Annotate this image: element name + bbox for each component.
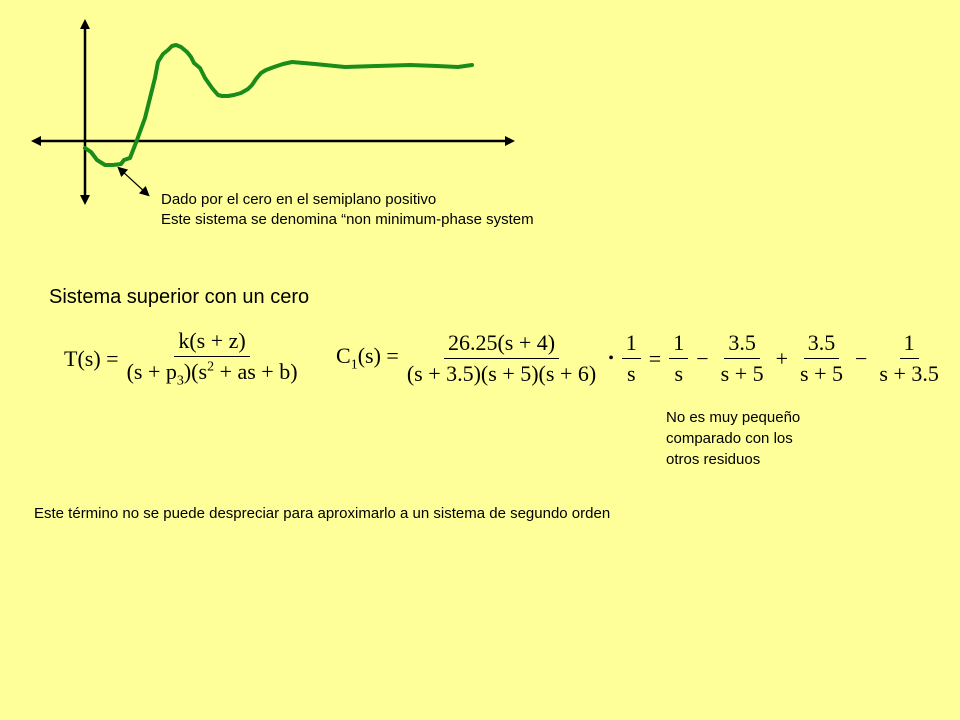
c-denominator: (s + 3.5)(s + 5)(s + 6) [406, 361, 597, 386]
fraction-3-den: s + 5 [720, 361, 764, 386]
fraction-2-den: s [674, 361, 683, 386]
partial-fraction-equation [336, 330, 947, 387]
c-lhs-sub: 1 [350, 357, 358, 373]
annotation-line-1: Dado por el cero en el semiplano positivo [161, 191, 437, 208]
t-den-part-a: (s + p [126, 359, 177, 384]
residue-note [666, 407, 800, 470]
t-fraction [123, 328, 302, 389]
equals-sign: = [648, 345, 662, 371]
c-lhs-b: (s) = [357, 343, 399, 369]
t-lhs: T(s) = [64, 345, 119, 371]
response-curve [85, 45, 472, 165]
fraction-3-num: 3.5 [724, 330, 760, 359]
fraction-1-num: 1 [622, 330, 641, 359]
t-den-part-c: + as + b) [214, 359, 298, 384]
c-main-fraction [403, 330, 600, 387]
fraction-1 [622, 330, 641, 387]
t-den-part-b: )(s [183, 359, 208, 384]
residue-note-line-2: comparado con los [666, 430, 793, 447]
minus-sign-1: − [696, 345, 709, 371]
c-numerator: 26.25(s + 4) [444, 330, 559, 359]
fraction-2-num: 1 [669, 330, 688, 359]
fraction-4-num: 3.5 [804, 330, 840, 359]
plus-sign: + [775, 345, 789, 371]
c-lhs-a: C [336, 343, 351, 369]
t-denominator [123, 357, 302, 389]
fraction-3 [717, 330, 768, 387]
t-den-sub: 3 [176, 373, 184, 389]
minus-sign-2: − [855, 345, 868, 371]
fraction-5 [875, 330, 942, 387]
transfer-function-equation [64, 328, 306, 389]
section-heading: Sistema superior con un cero [49, 286, 310, 308]
fraction-5-num: 1 [900, 330, 919, 359]
fraction-5-den: s + 3.5 [879, 361, 939, 386]
t-den-sup: 2 [207, 359, 215, 375]
conclusion-text: Este término no se puede despreciar para aproximarlo a un sistema de segundo orden [34, 505, 611, 522]
fraction-4-den: s + 5 [800, 361, 843, 386]
fraction-1-den: s [627, 361, 636, 386]
zero-annotation [161, 190, 534, 230]
annotation-line-2: Este sistema se denomina “non minimum-phase system [161, 211, 534, 228]
pointer-arrow [121, 170, 146, 193]
residue-note-line-3: otros residuos [666, 451, 761, 468]
fraction-4 [796, 330, 847, 387]
fraction-2 [669, 330, 688, 387]
t-numerator: k(s + z) [174, 328, 249, 357]
c-lhs [336, 343, 399, 373]
residue-note-line-1: No es muy pequeño [666, 409, 801, 426]
product-bullet: • [608, 349, 614, 367]
